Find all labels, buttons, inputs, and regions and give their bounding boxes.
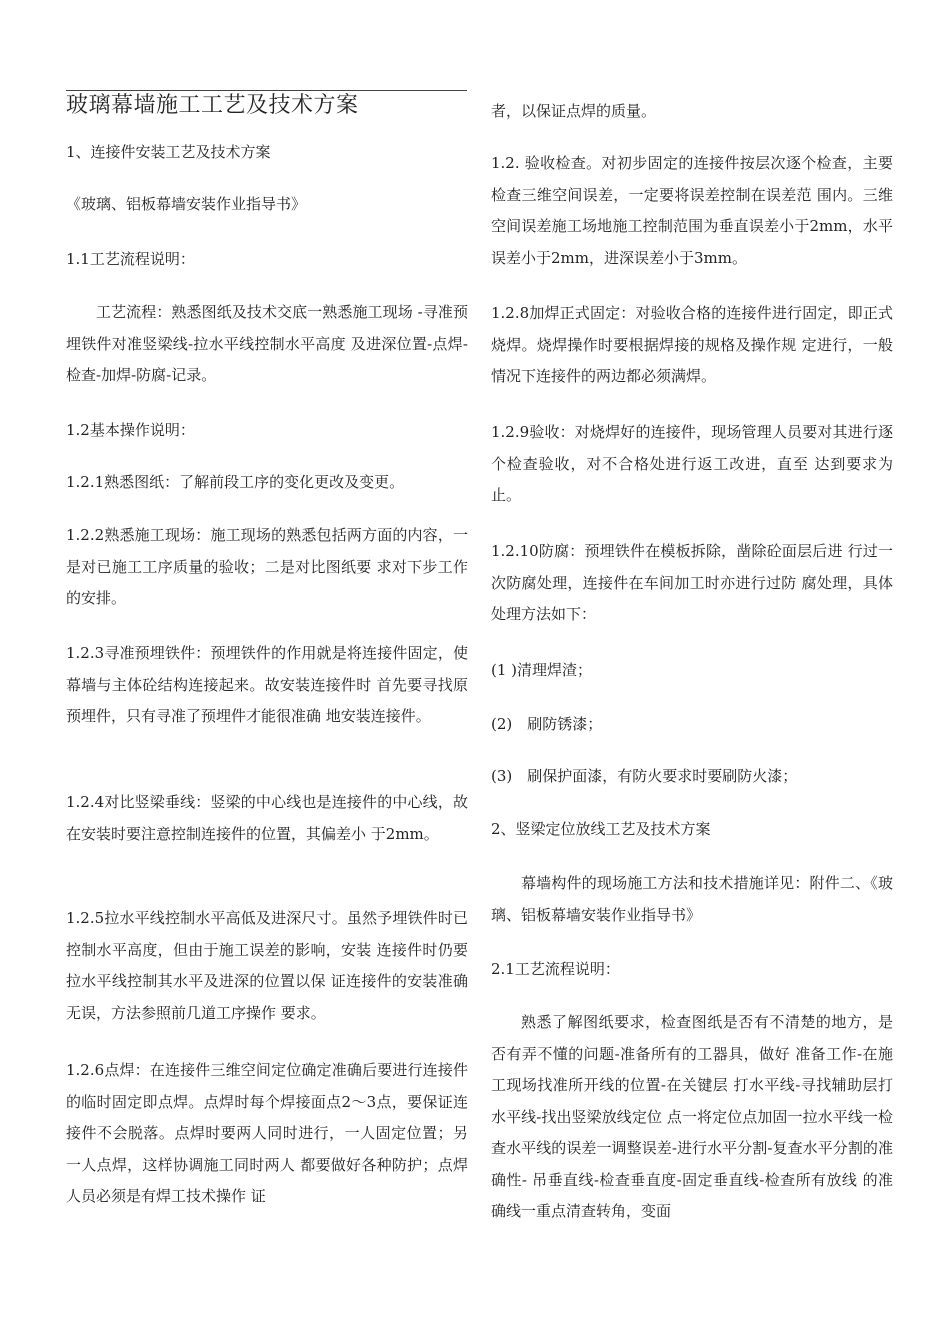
section-heading: 2、竖梁定位放线工艺及技术方案 [491,820,711,838]
paragraph: 1.2.8加焊正式固定：对验收合格的连接件进行固定，即正式烧焊。烧焊操作时要根据焊接的规格及操作规 定进行，一般情况下连接件的两边都必须满焊。 [491,304,893,385]
paragraph: 熟悉了解图纸要求，检查图纸是否有不清楚的地方，是否有弄不懂的问题-准备所有的工器具，做好 准备工作-在施工现场找准所开线的位置-在关键层 打水平线-寻找辅助层打水平线-找出竖梁放线定位 点一将定位点加固一拉水平线一检查水平线的误差一调整误差-进行水平分割-复查水平分割的准确性- 吊垂直线-检查垂直度-固定垂直线-检查所有放线 的准确线一重点清查转角，变面 [491,1013,893,1220]
list-item: (2) 刷防锈漆； [491,715,603,733]
paragraph: 幕墙构件的现场施工方法和技术措施详见：附件二、《玻璃、铝板幕墙安装作业指导书》 [491,874,893,924]
paragraph: 1.2.2熟悉施工现场：施工现场的熟悉包括两方面的内容，一是对已施工工序质量的验收；二是对比图纸要 求对下步工作的安排。 [66,526,468,607]
paragraph: 1.2.4对比竖梁垂线：竖梁的中心线也是连接件的中心线，故在安装时要注意控制连接件的位置，其偏差小 于2mm。 [66,793,468,843]
paragraph: 1.2. 验收检查。对初步固定的连接件按层次逐个检查，主要检查三维空间误差，一定要将误差控制在误差范 围内。三维空间误差施工场地施工控制范围为垂直误差小于2mm，水平误差小于2mm，进深误差小于3mm。 [491,154,893,267]
subsection-heading: 1.2基本操作说明： [66,421,195,439]
paragraph: 1.2.1熟悉图纸：了解前段工序的变化更改及变更。 [66,473,405,491]
paragraph: 1.2.9验收：对烧焊好的连接件，现场管理人员要对其进行逐个检查验收，对不合格处进行返工改进，直至 达到要求为止。 [491,423,893,504]
paragraph: 1.2.10防腐：预埋铁件在模板拆除，凿除砼面层后进 行过一次防腐处理，连接件在车间加工时亦进行过防 腐处理，具体处理方法如下： [491,542,893,623]
paragraph: 者，以保证点焊的质量。 [491,102,657,120]
document-title: 玻璃幕墙施工工艺及技术方案 [66,93,359,118]
paragraph: 《玻璃、铝板幕墙安装作业指导书》 [66,195,307,213]
section-heading: 1、连接件安装工艺及技术方案 [66,143,271,161]
paragraph: 1.2.6点焊：在连接件三维空间定位确定准确后要进行连接件的临时固定即点焊。点焊时每个焊接面点2〜3点，要保证连接件不会脱落。点焊时要两人同时进行，一人固定位置；另一人点焊，这样协调施工同时两人 都要做好各种防护；点焊人员必须是有焊工技术操作 证 [66,1061,468,1205]
list-item: (3) 刷保护面漆，有防火要求时要刷防火漆； [491,767,798,785]
list-item: (1 )清理焊渣； [491,661,593,679]
header-rule [66,90,467,91]
subsection-heading: 2.1工艺流程说明： [491,960,620,978]
paragraph: 工艺流程：熟悉图纸及技术交底一熟悉施工现场 -寻准预埋铁件对准竖梁线-拉水平线控制水平高度 及进深位置-点焊-检查-加焊-防腐-记录。 [66,303,468,384]
subsection-heading: 1.1工艺流程说明： [66,250,195,268]
paragraph: 1.2.5拉水平线控制水平高低及进深尺寸。虽然予埋铁件时已控制水平高度，但由于施工误差的影响，安装 连接件时仍要拉水平线控制其水平及进深的位置以保 证连接件的安装准确无误，方法参照前几道工序操作 要求。 [66,909,468,1022]
paragraph: 1.2.3寻准预埋铁件：预埋铁件的作用就是将连接件固定，使幕墙与主体砼结构连接起来。故安装连接件时 首先要寻找原预埋件，只有寻准了预埋件才能很准确 地安装连接件。 [66,644,468,725]
